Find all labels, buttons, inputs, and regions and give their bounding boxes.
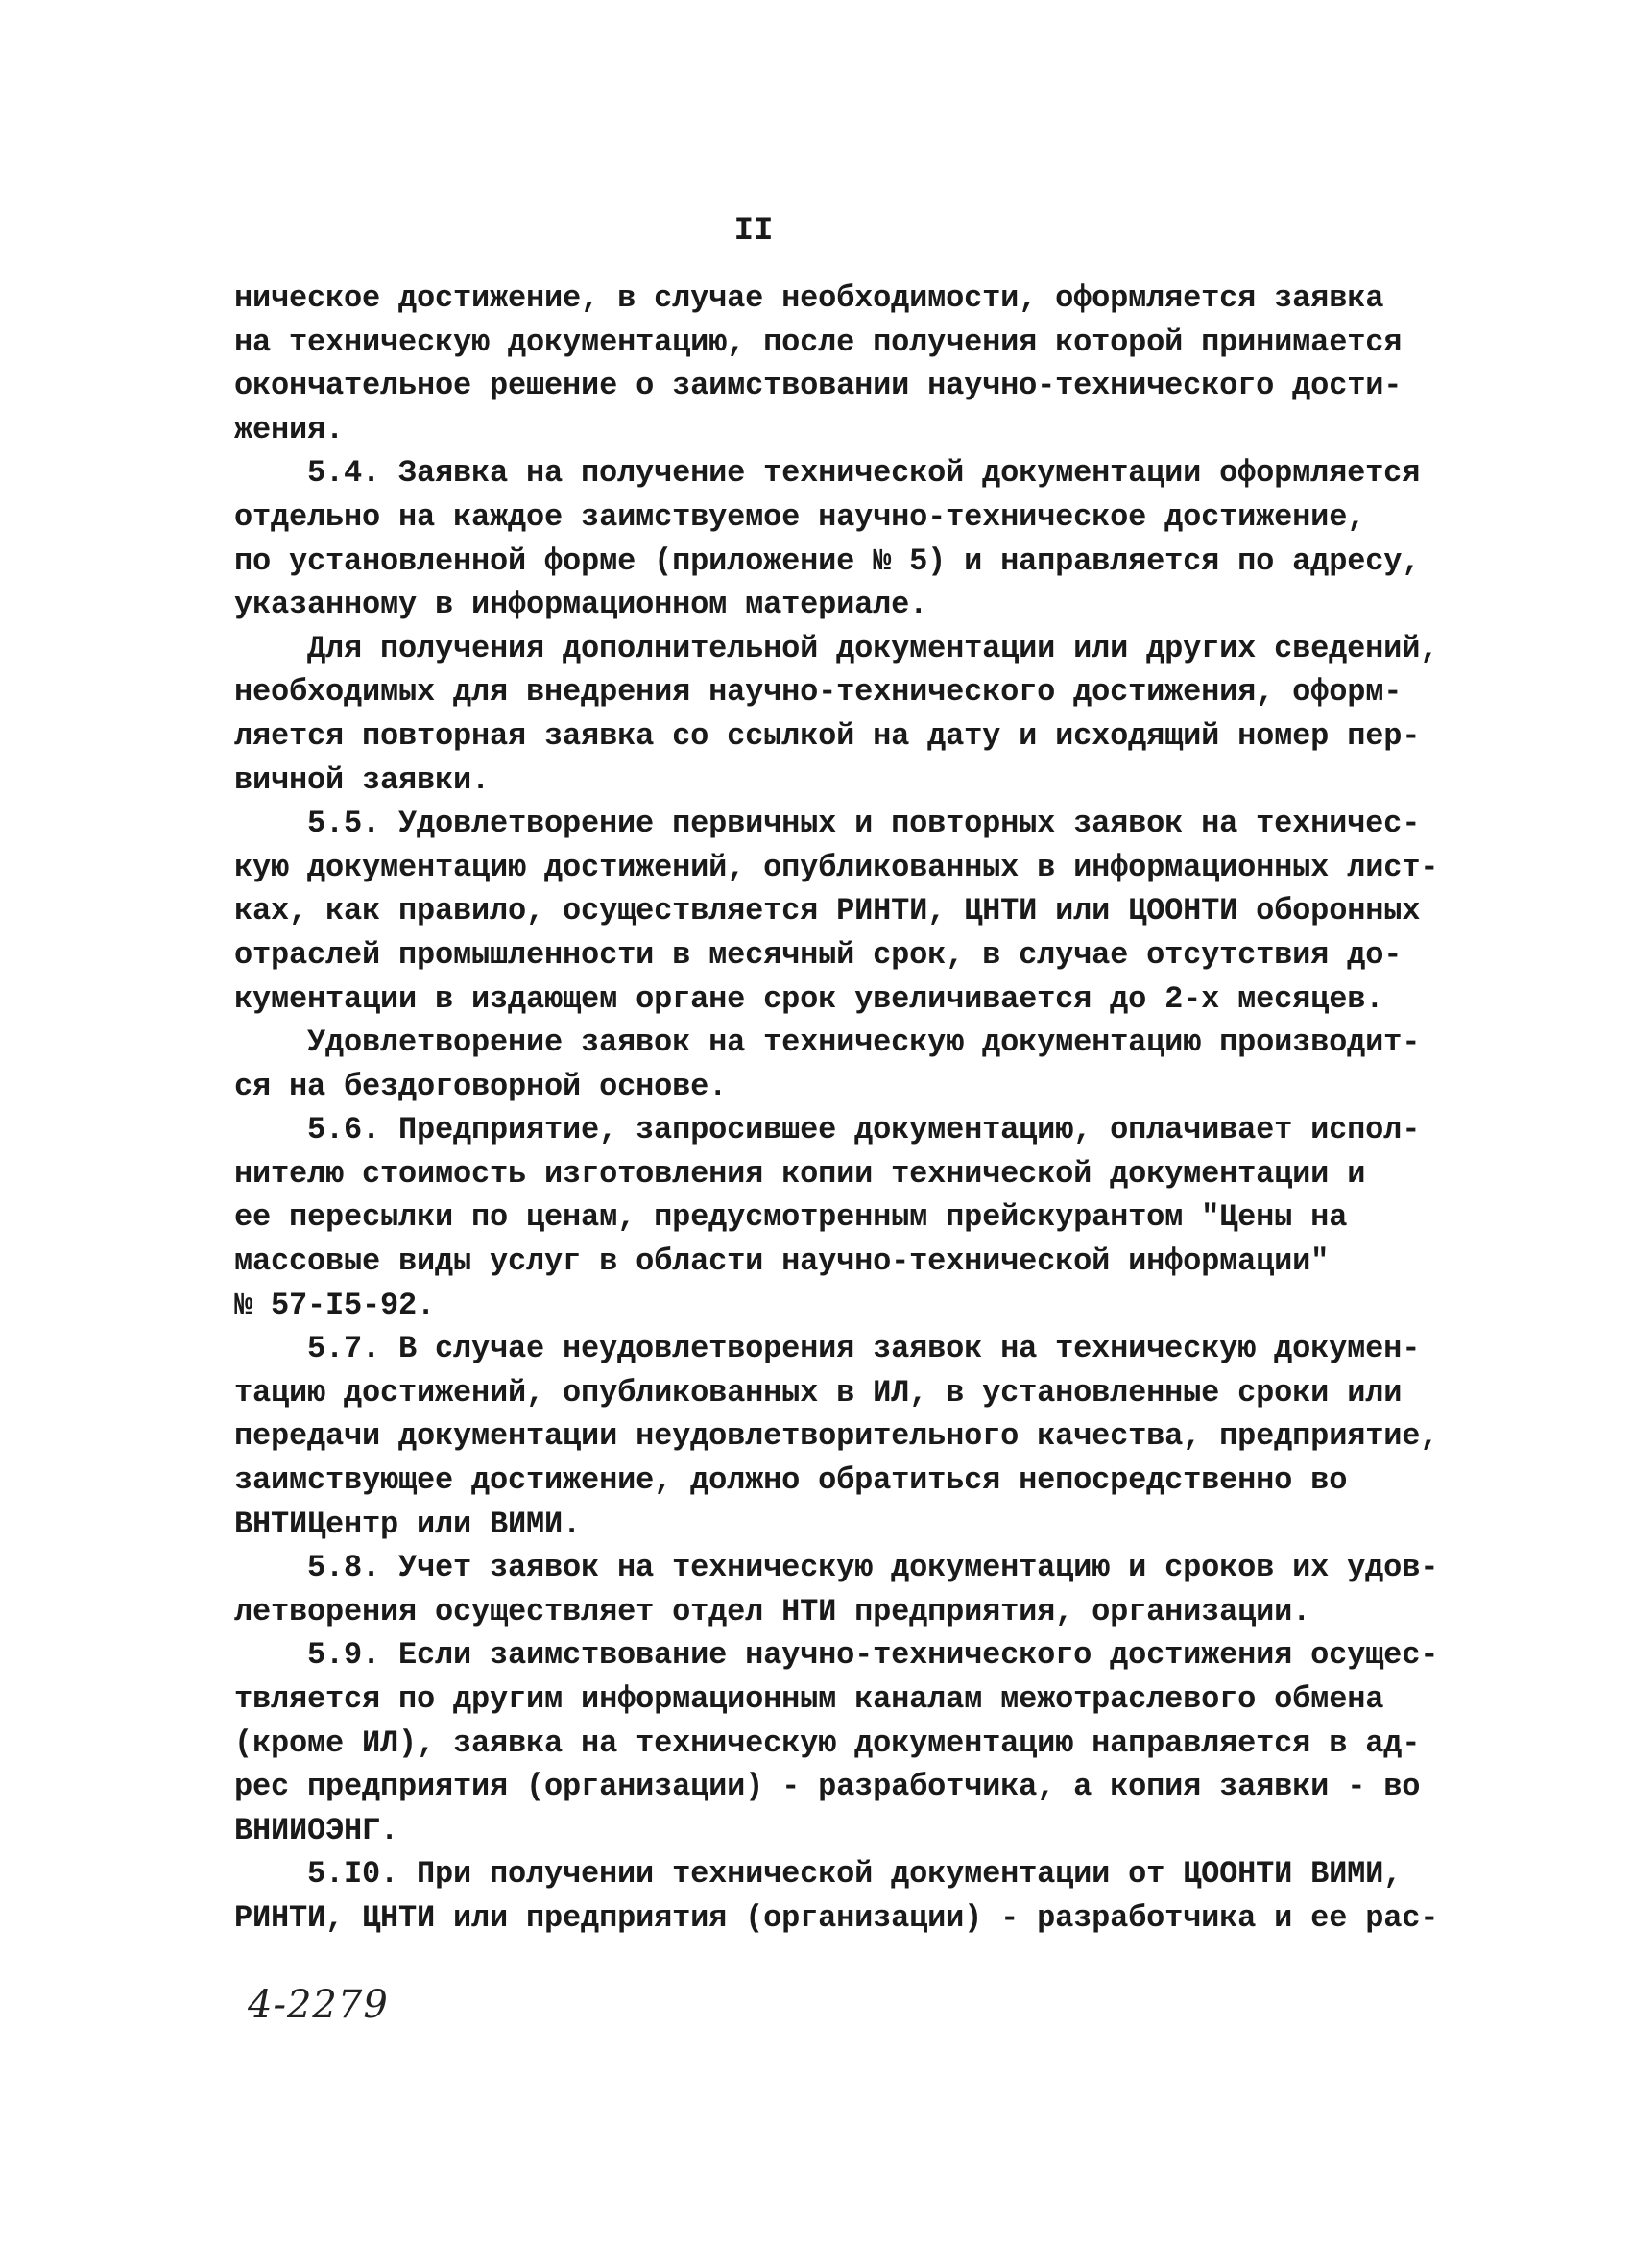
- text-line: ся на бездоговорной основе.: [234, 1068, 728, 1104]
- text-line: ках, как правило, осуществляется РИНТИ, ЦНТИ или ЦООНТИ оборонных: [234, 893, 1421, 929]
- text-line: 5.8. Учет заявок на техническую документацию и сроков их удов-: [307, 1550, 1439, 1586]
- text-line: 5.9. Если заимствование научно-технического достижения осущес-: [307, 1637, 1439, 1674]
- body-text: [234, 277, 1473, 1941]
- text-line: передачи документации неудовлетворительного качества, предприятие,: [234, 1418, 1439, 1455]
- text-line: ВНТИЦентр или ВИМИ.: [234, 1506, 582, 1542]
- text-line: кументации в издающем органе срок увеличивается до 2-х месяцев.: [234, 980, 1384, 1017]
- text-line: летворения осуществляет отдел НТИ предприятия, организации.: [234, 1593, 1311, 1629]
- text-line: Для получения дополнительной документации или других сведений,: [307, 630, 1439, 666]
- text-line: твляется по другим информационным каналам межотраслевого обмена: [234, 1681, 1384, 1717]
- text-line: кую документацию достижений, опубликованных в информационных лист-: [234, 849, 1439, 885]
- text-line: Удовлетворение заявок на техническую документацию производит-: [307, 1025, 1421, 1061]
- text-line: ляется повторная заявка со ссылкой на дату и исходящий номер пер-: [234, 717, 1421, 754]
- text-line: вичной заявки.: [234, 761, 491, 798]
- text-line: 5.4. Заявка на получение технической документации оформляется: [307, 455, 1421, 492]
- page-number: II: [733, 213, 774, 250]
- text-line: ее пересылки по ценам, предусмотренным прейскурантом "Цены на: [234, 1199, 1348, 1236]
- text-line: по установленной форме (приложение № 5) и направляется по адресу,: [234, 543, 1421, 579]
- text-line: 5.6. Предприятие, запросившее документацию, оплачивает испол-: [307, 1112, 1421, 1148]
- text-line: 5.I0. При получении технической документации от ЦООНТИ ВИМИ,: [307, 1856, 1403, 1893]
- text-line: 5.5. Удовлетворение первичных и повторных заявок на техничес-: [307, 806, 1421, 842]
- text-line: № 57-I5-92.: [234, 1287, 436, 1323]
- text-line: 5.7. В случае неудовлетворения заявок на техническую докумен-: [307, 1331, 1421, 1367]
- text-line: отдельно на каждое заимствуемое научно-техническое достижение,: [234, 498, 1366, 535]
- text-line: заимствующее достижение, должно обратиться непосредственно во: [234, 1462, 1348, 1499]
- text-line: РИНТИ, ЦНТИ или предприятия (организации) - разработчика и ее рас-: [234, 1899, 1439, 1936]
- text-line: тацию достижений, опубликованных в ИЛ, в установленные сроки или: [234, 1374, 1403, 1411]
- text-line: необходимых для внедрения научно-технического достижения, оформ-: [234, 674, 1403, 711]
- text-line: отраслей промышленности в месячный срок, в случае отсутствия до-: [234, 936, 1403, 973]
- text-line: массовые виды услуг в области научно-технической информации": [234, 1243, 1330, 1280]
- text-line: ническое достижение, в случае необходимости, оформляется заявка: [234, 280, 1384, 316]
- text-line: жения.: [234, 411, 345, 447]
- text-line: (кроме ИЛ), заявка на техническую документацию направляется в ад-: [234, 1725, 1421, 1761]
- text-line: окончательное решение о заимствовании научно-технического дости-: [234, 368, 1403, 404]
- text-line: нителю стоимость изготовления копии технической документации и: [234, 1155, 1366, 1192]
- text-line: ВНИИОЭНГ.: [234, 1812, 399, 1848]
- text-line: на техническую документацию, после получения которой принимается: [234, 324, 1403, 360]
- text-line: рес предприятия (организации) - разработчика, а копия заявки - во: [234, 1769, 1421, 1805]
- text-line: указанному в информационном материале.: [234, 587, 928, 623]
- handwritten-note: 4-2279: [248, 1983, 389, 2027]
